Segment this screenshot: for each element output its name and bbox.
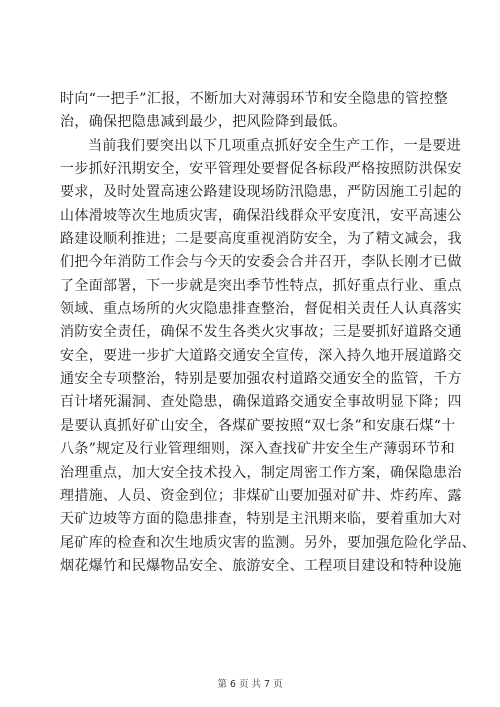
text-line: 安全，要进一步扩大道路交通安全宣传，深入持久地开展道路交: [60, 347, 462, 364]
text-line: 领域、重点场所的火灾隐患排查整治，督促相关责任人认真落实: [60, 301, 462, 318]
text-line: 理措施、人员、资金到位；非煤矿山要加强对矿井、炸药库、露: [60, 487, 462, 504]
text-line: 尾矿库的检查和次生地质灾害的监测。另外，要加强危险化学品、: [60, 534, 477, 551]
text-line: 一步抓好汛期安全，安平管理处要督促各标段严格按照防洪保安: [60, 161, 462, 178]
text-line: 治，确保把隐患减到最少，把风险降到最低。: [60, 114, 347, 131]
text-line: 路建设顺利推进；二是要高度重视消防安全，为了精文减会，我: [60, 231, 462, 248]
text-line: 烟花爆竹和民爆物品安全、旅游安全、工程项目建设和特种设施: [60, 557, 462, 574]
document-body: [60, 88, 477, 578]
text-line: 要求，及时处置高速公路建设现场防汛隐患，严防因施工引起的: [60, 184, 462, 201]
page-number-footer: 第 6 页 共 7 页: [217, 679, 283, 690]
text-line: 消防安全责任，确保不发生各类火灾事故；三是要抓好道路交通: [60, 324, 462, 341]
text-line: 了全面部署，下一步就是突出季节性特点，抓好重点行业、重点: [60, 277, 462, 294]
text-line: 是要认真抓好矿山安全，各煤矿要按照“双七条”和安康石煤“十: [60, 417, 456, 434]
text-line: 山体滑坡等次生地质灾害，确保沿线群众平安度汛，安平高速公: [60, 207, 462, 224]
text-line: 治理重点，加大安全技术投入，制定周密工作方案，确保隐患治: [60, 464, 462, 481]
paragraph-first-line: 当前我们要突出以下几项重点抓好安全生产工作，一是要进: [88, 137, 462, 154]
text-line: 八条”规定及行业管理细则，深入查找矿井安全生产薄弱环节和: [60, 441, 455, 458]
text-line: 时向“一把手”汇报，不断加大对薄弱环节和安全隐患的管控整: [60, 91, 449, 107]
text-line: 通安全专项整治，特别是要加强农村道路交通安全的监管，千方: [60, 371, 462, 388]
text-line: 百计堵死漏洞、查处隐患，确保道路交通安全事故明显下降；四: [60, 394, 462, 411]
text-line: 天矿边坡等方面的隐患排查，特别是主汛期来临，要着重加大对: [60, 511, 462, 528]
text-line: 们把今年消防工作会与今天的安委会合并召开，李队长刚才已做: [60, 254, 462, 271]
